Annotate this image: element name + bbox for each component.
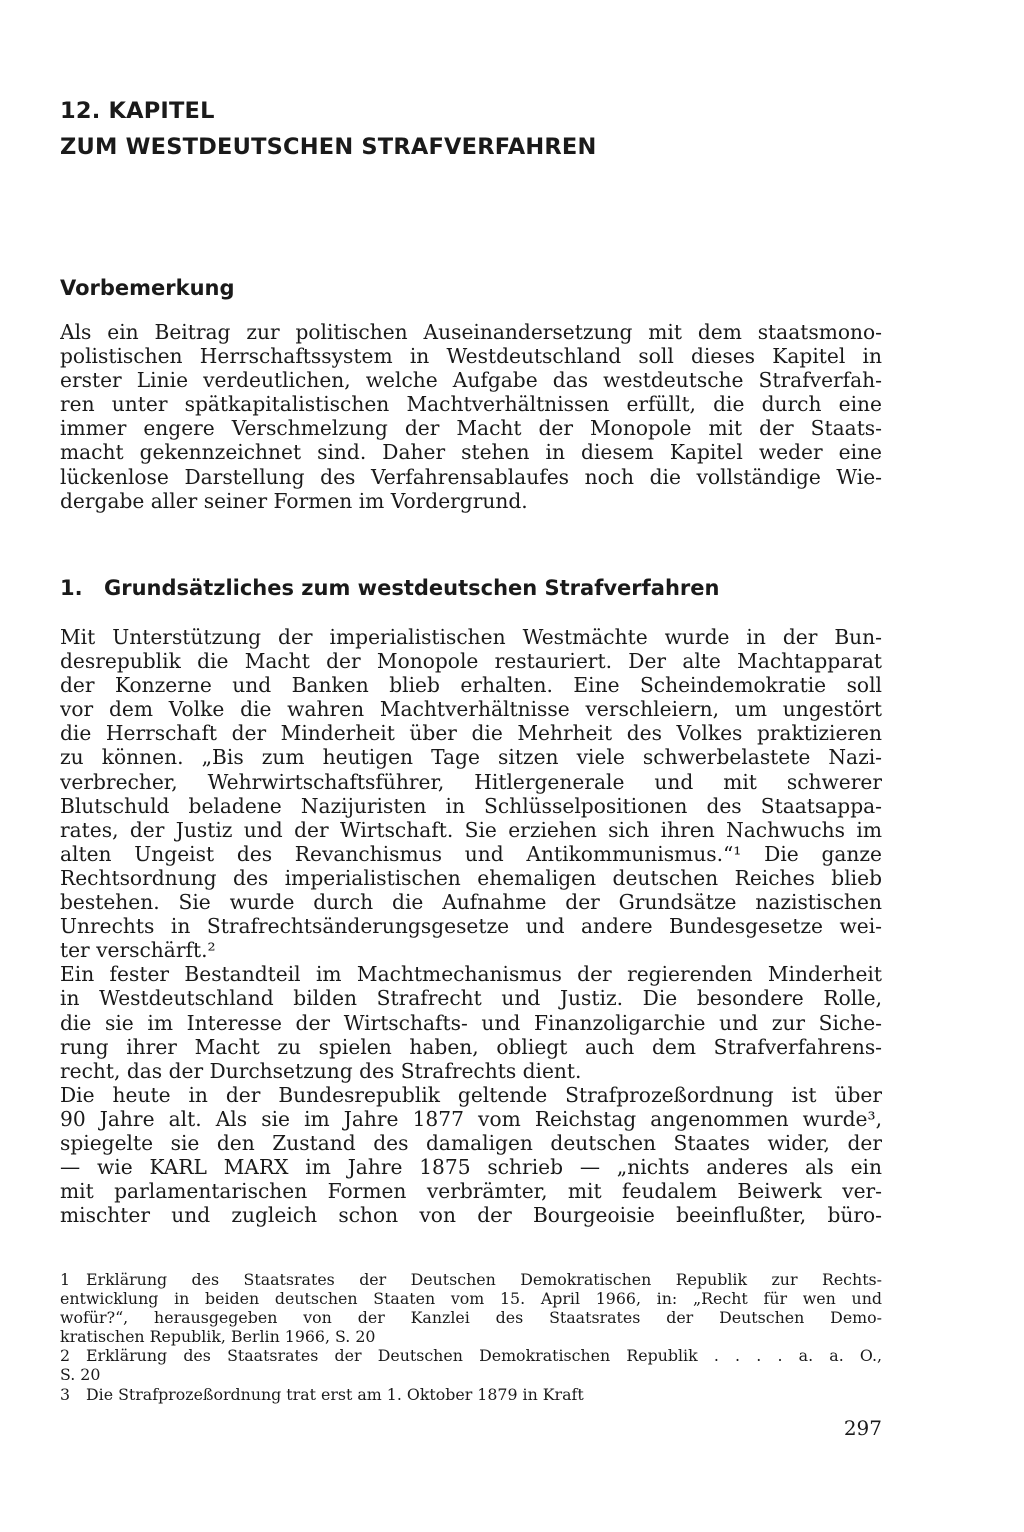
section-title: Grundsätzliches zum westdeutschen Strafverfahren	[104, 576, 720, 600]
footnote-line: S. 20	[60, 1365, 101, 1385]
text-line: der Konzerne und Banken blieb erhalten. Eine Scheindemokratie soll	[60, 673, 882, 698]
text-line: erster Linie verdeutlichen, welche Aufgabe das westdeutsche Strafverfah-	[60, 368, 882, 393]
preface-heading: Vorbemerkung	[60, 276, 235, 300]
footnote-number: 1	[60, 1270, 71, 1289]
text-line: spiegelte sie den Zustand des damaligen deutschen Staates wider, der	[60, 1130, 882, 1155]
text-line: macht gekennzeichnet sind. Daher stehen in diesem Kapitel weder eine	[60, 440, 882, 465]
text-line: dergabe aller seiner Formen im Vordergrund.	[60, 488, 528, 513]
text-line: polistischen Herrschaftssystem in Westdeutschland soll dieses Kapitel in	[60, 344, 882, 369]
section-heading	[60, 576, 719, 600]
chapter-title: ZUM WESTDEUTSCHEN STRAFVERFAHREN	[60, 134, 597, 160]
text-line: Rechtsordnung des imperialistischen ehemaligen deutschen Reiches blieb	[60, 865, 882, 890]
text-line: ren unter spätkapitalistischen Machtverhältnissen erfüllt, die durch eine	[60, 392, 882, 417]
section-body	[60, 625, 882, 1227]
text-line: lückenlose Darstellung des Verfahrensablaufes noch die vollständige Wie-	[60, 464, 882, 489]
text-line: Mit Unterstützung der imperialistischen Westmächte wurde in der Bun-	[60, 625, 882, 649]
footnote	[60, 1385, 882, 1404]
text-line: Unrechts in Strafrechtsänderungsgesetze und andere Bundesgesetze wei-	[60, 914, 882, 939]
footnote-line: entwicklung in beiden deutschen Staaten vom 15. April 1966, in: „Recht für wen und	[60, 1289, 882, 1309]
text-line: vor dem Volke die wahren Machtverhältnisse verschleiern, um ungestört	[60, 697, 882, 722]
book-page	[60, 0, 882, 1532]
text-line: recht, das der Durchsetzung des Strafrechts dient.	[60, 1058, 582, 1083]
text-line: zu können. „Bis zum heutigen Tage sitzen viele schwerbelastete Nazi-	[60, 745, 882, 770]
text-line: Ein fester Bestandteil im Machtmechanismus der regierenden Minderheit	[60, 962, 882, 987]
footnote-line: 3 Die Strafprozeßordnung trat erst am 1. Oktober 1879 in Kraft	[60, 1384, 584, 1404]
text-line: rates, der Justiz und der Wirtschaft. Sie erziehen sich ihren Nachwuchs im	[60, 817, 882, 842]
text-line: desrepublik die Macht der Monopole restauriert. Der alte Machtapparat	[60, 649, 882, 674]
text-line: die Herrschaft der Minderheit über die Mehrheit des Volkes praktizieren	[60, 721, 882, 746]
footnote-line: 1 Erklärung des Staatsrates der Deutschen Demokratischen Republik zur Rechts-	[60, 1270, 882, 1289]
text-line: verbrecher, Wehrwirtschaftsführer, Hitlergenerale und mit schwerer	[60, 769, 882, 794]
page-number: 297	[843, 1416, 882, 1440]
footnote-line: 2 Erklärung des Staatsrates der Deutschen Demokratischen Republik . . . . a. a. O.,	[60, 1346, 882, 1366]
preface-paragraph	[60, 320, 882, 513]
text-line: bestehen. Sie wurde durch die Aufnahme der Grundsätze nazistischen	[60, 890, 882, 915]
text-line: Die heute in der Bundesrepublik geltende Strafprozeßordnung ist über	[60, 1082, 882, 1107]
footnote-number: 3	[60, 1384, 71, 1404]
text-line: in Westdeutschland bilden Strafrecht und Justiz. Die besondere Rolle,	[60, 986, 882, 1011]
text-line: rung ihrer Macht zu spielen haben, obliegt auch dem Strafverfahrens-	[60, 1034, 882, 1059]
text-line: Als ein Beitrag zur politischen Auseinandersetzung mit dem staatsmono-	[60, 320, 882, 344]
text-line: ter verschärft.²	[60, 938, 216, 963]
text-line: mit parlamentarischen Formen verbrämter, mit feudalem Beiwerk ver-	[60, 1179, 882, 1204]
footnotes	[60, 1270, 882, 1404]
section-number: 1.	[60, 576, 83, 600]
text-line: alten Ungeist des Revanchismus und Antikommunismus.“¹ Die ganze	[60, 841, 882, 866]
footnote	[60, 1270, 882, 1346]
text-line: Blutschuld beladene Nazijuristen in Schlüsselpositionen des Staatsappa-	[60, 793, 882, 818]
footnote-line: kratischen Republik, Berlin 1966, S. 20	[60, 1327, 376, 1347]
text-line: — wie KARL MARX im Jahre 1875 schrieb — „nichts anderes als ein	[60, 1155, 882, 1180]
footnote	[60, 1346, 882, 1384]
text-line: mischter und zugleich schon von der Bourgeoisie beeinflußter, büro-	[60, 1203, 882, 1228]
text-line: immer engere Verschmelzung der Macht der Monopole mit der Staats-	[60, 416, 882, 441]
footnote-number: 2	[60, 1346, 71, 1366]
text-line: 90 Jahre alt. Als sie im Jahre 1877 vom Reichstag angenommen wurde³,	[60, 1106, 882, 1131]
text-line: die sie im Interesse der Wirtschafts- und Finanzoligarchie und zur Siche-	[60, 1010, 882, 1035]
footnote-line: wofür?“, herausgegeben von der Kanzlei des Staatsrates der Deutschen Demo-	[60, 1308, 882, 1328]
chapter-number: 12. KAPITEL	[60, 98, 215, 124]
